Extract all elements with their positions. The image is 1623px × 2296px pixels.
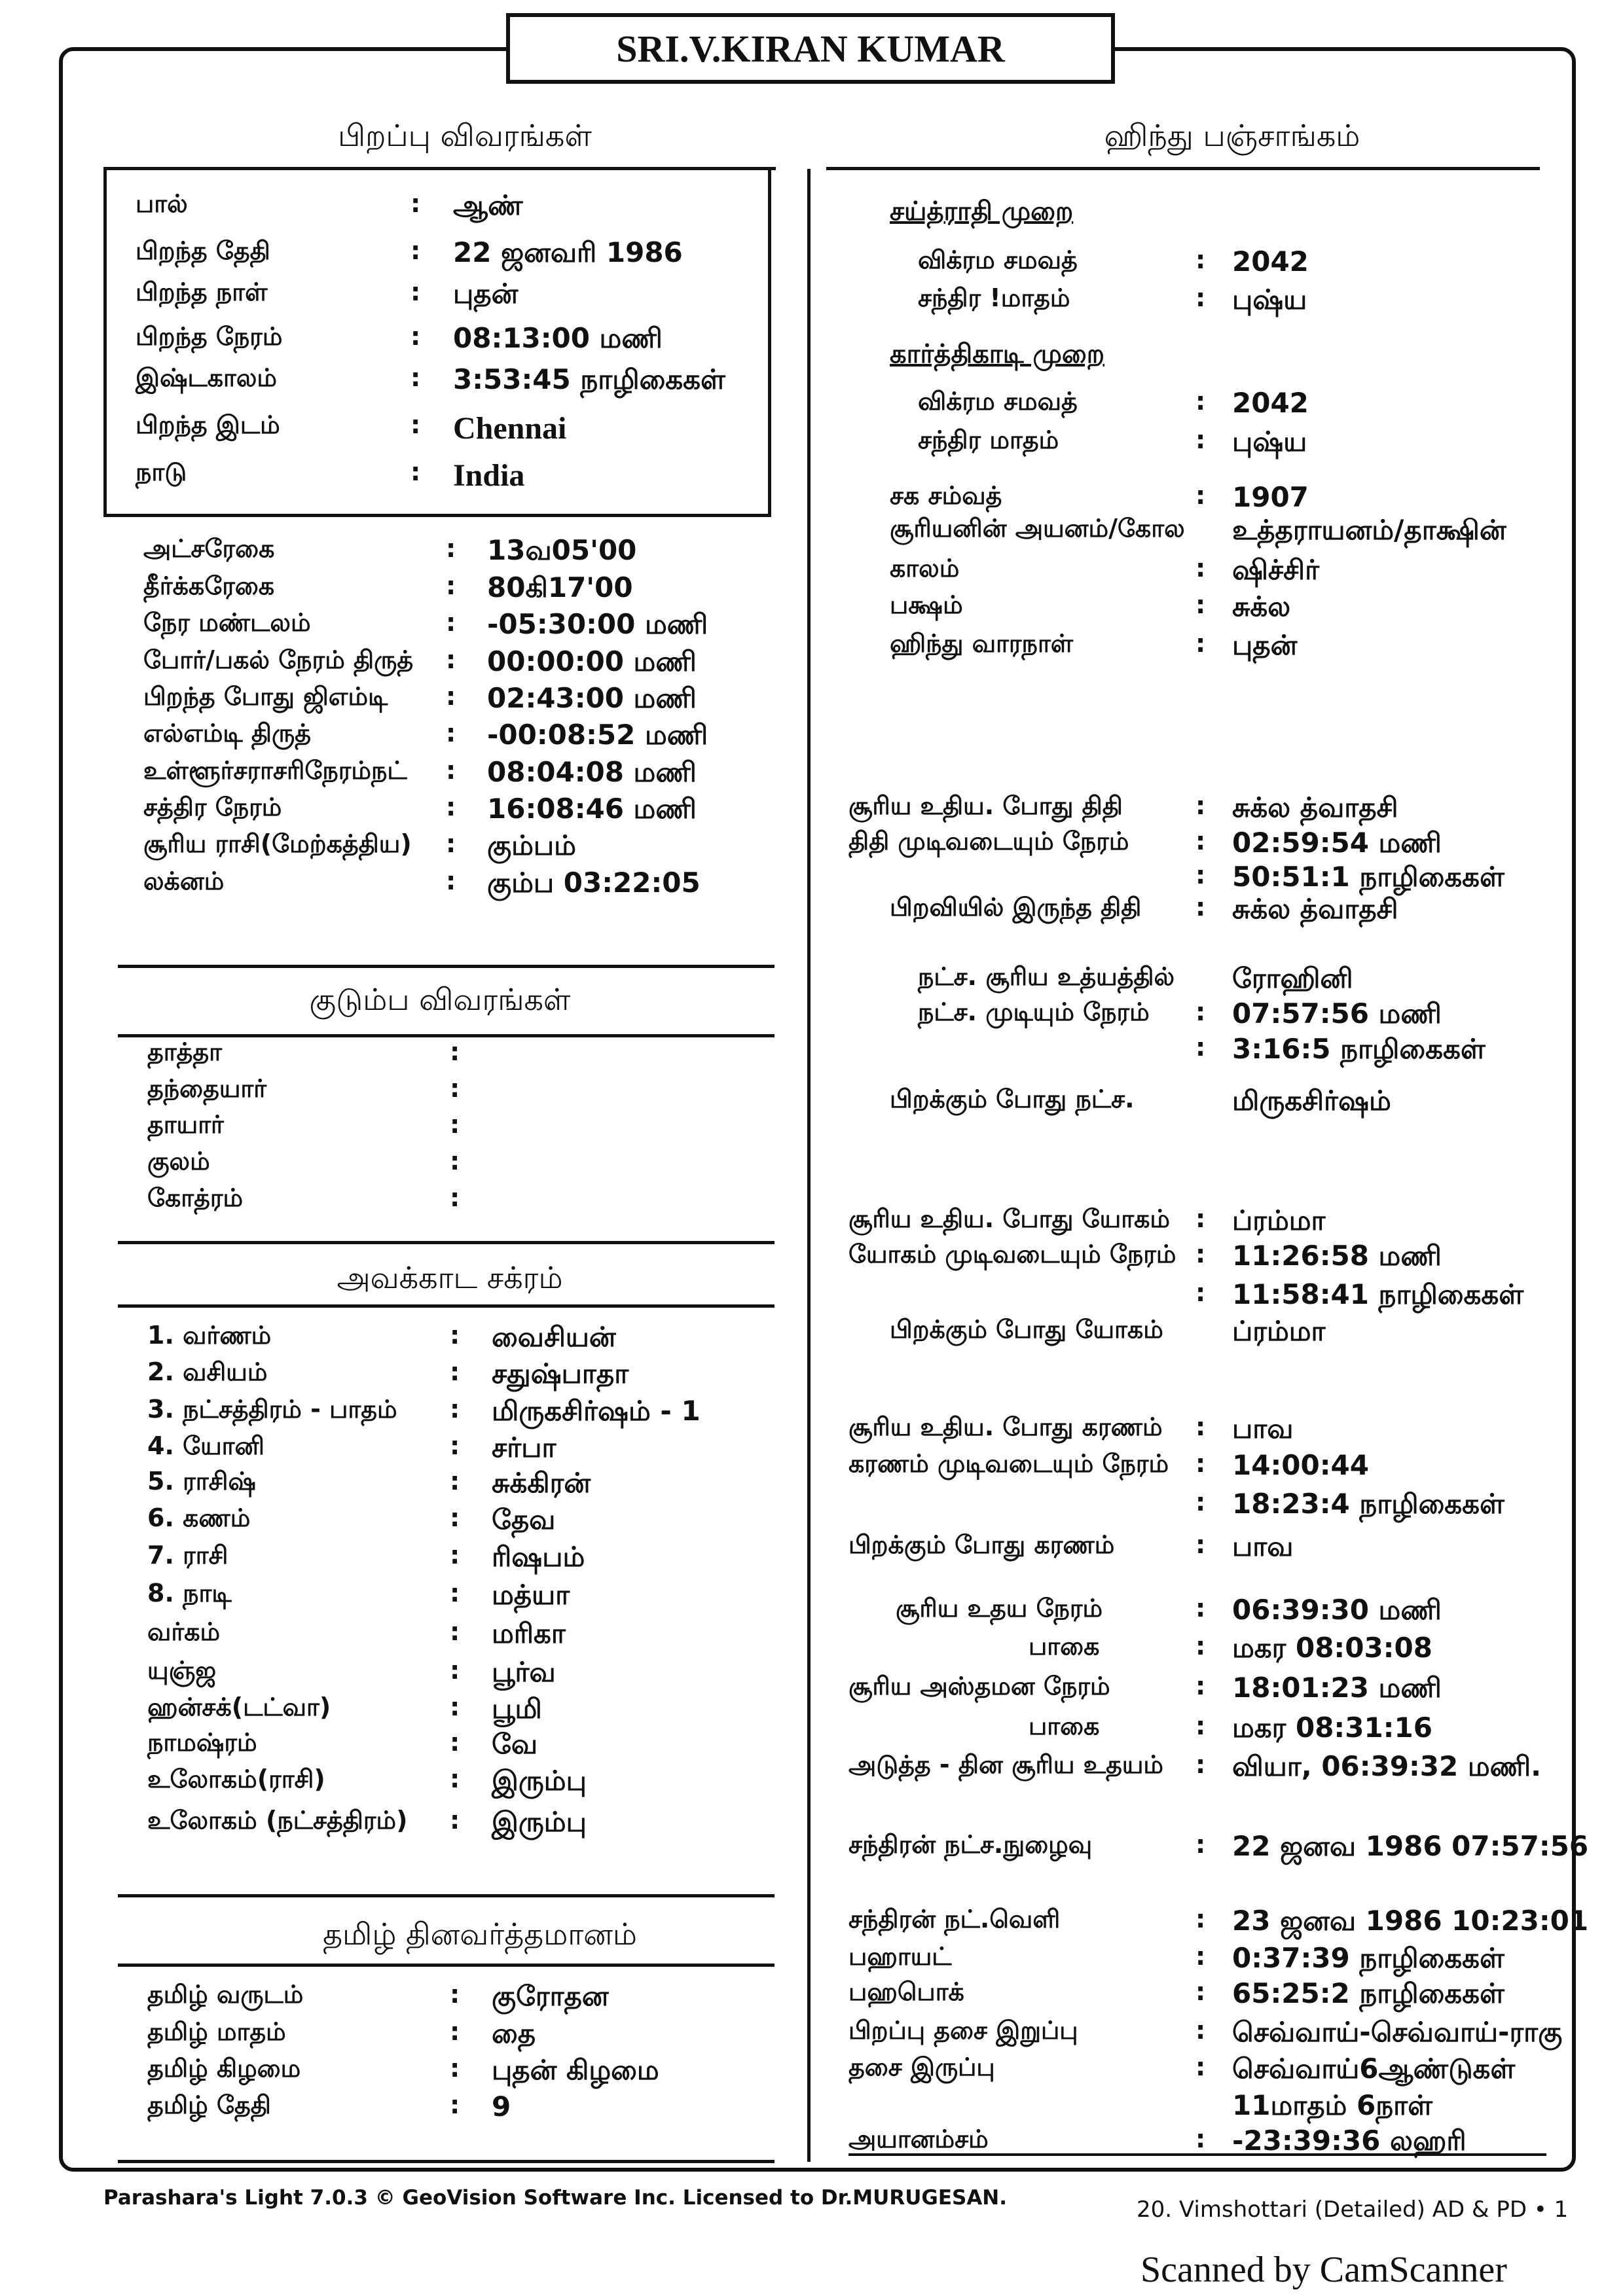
row-value: உத்தராயனம்/தாக்ஷின் [1232,514,1506,546]
row-label: பிறவியில் இருந்த திதி [890,893,1142,922]
row-value: தேவ [492,1503,556,1535]
row-label: 1. வர்ணம் [147,1321,272,1350]
row-value: ப்ரம்மா [1232,1204,1326,1236]
row-value: சர்பா [492,1431,556,1463]
row-value: புஷ்ய [1232,425,1307,457]
row-value: பூர்வ [492,1656,556,1688]
row-colon: : [1195,1905,1206,1933]
row-colon: : [1195,629,1206,658]
row-value: இரும்பு [492,1806,587,1838]
row-label: சூரிய ராசி(மேற்கத்திய) [143,829,412,858]
row-label: யுஞ்ஜ [147,1656,217,1685]
row-label: உலோகம்(ராசி) [147,1765,325,1793]
row-colon: : [450,1431,460,1460]
row-label: தமிழ் கிழமை [147,2054,301,2083]
row-value: வைசியன் [492,1321,616,1353]
row-label: பக்ஷம் [890,590,963,619]
row-colon: : [450,1074,460,1103]
row-label: அடுத்த - தின சூரிய உதயம் [848,1750,1164,1779]
family-heading: குடும்ப விவரங்கள் [309,982,571,1017]
row-label: 5. ராசிஷ் [147,1467,256,1496]
row-value: கும்ப 03:22:05 [487,867,701,899]
row-colon: : [450,2017,460,2046]
row-label: 3. நட்சத்திரம் - பாதம் [147,1395,397,1424]
row-colon: : [446,645,456,674]
row-colon: : [1195,1240,1206,1268]
row-colon: : [450,2090,460,2119]
row-label: விக்ரம சமவத் [918,387,1078,416]
row-colon: : [1195,283,1206,312]
row-value: 1907 [1232,481,1309,513]
divider [118,1894,775,1897]
row-value: 2042 [1232,387,1309,419]
row-value: 11:26:58 மணி [1232,1240,1442,1272]
row-label: கரணம் முடிவடையும் நேரம் [848,1449,1169,1478]
row-label: சூரிய உதய நேரம் [896,1594,1103,1623]
row-colon: : [1195,1594,1206,1623]
chaitradi-subheading: சய்த்ராதி முறை [890,196,1074,226]
divider [118,2160,775,2163]
row-label: நாடு [136,457,187,486]
row-label: சந்திர மாதம் [918,425,1059,454]
row-label: சக சம்வத் [890,481,1002,510]
row-colon: : [1195,554,1206,583]
row-label: பிறக்கும் போது நட்ச. [890,1085,1135,1113]
row-colon: : [446,867,456,895]
row-colon: : [450,1765,460,1793]
row-label: பால் [136,189,188,218]
row-colon: : [450,1110,460,1139]
row-label: பஹபொக் [848,1977,964,2006]
row-value: 13வ05'00 [487,534,637,566]
row-colon: : [1195,1412,1206,1441]
row-value: -05:30:00 மணி [487,608,708,640]
row-value: புதன் கிழமை [492,2054,659,2086]
divider [118,1964,775,1967]
row-value: மகர 08:03:08 [1232,1632,1432,1664]
row-colon: : [450,1321,460,1350]
row-label: சூரியனின் அயனம்/கோல [890,514,1185,543]
row-value: ஷிச்சிர் [1232,554,1320,586]
row-value: மத்யா [492,1579,570,1611]
row-label: அயானம்சம் [848,2125,989,2153]
row-colon: : [1195,245,1206,274]
footer-software: Parashara's Light 7.0.3 © GeoVision Software Inc. Licensed to Dr.MURUGESAN. [103,2186,1008,2210]
row-value: சுக்ல [1232,590,1291,622]
row-value: இரும்பு [492,1765,587,1797]
row-label: வர்கம் [147,1617,221,1646]
row-value: India [453,458,525,493]
row-label: 8. நாடி [147,1579,232,1607]
row-label: தாயார் [147,1110,224,1139]
row-colon: : [450,1656,460,1685]
row-label: திதி முடிவடையும் நேரம் [848,827,1129,855]
row-label: 4. யோனி [147,1431,264,1460]
row-label: சூரிய உதிய. போது திதி [848,791,1123,820]
row-label: எல்எம்டி திருத் [143,719,311,747]
row-colon: : [1195,1278,1206,1307]
row-value: 80கி17'00 [487,571,633,603]
row-value: செவ்வாய்6ஆண்டுகள் [1232,2053,1516,2085]
row-colon: : [1195,1977,1206,2006]
row-colon: : [1195,481,1206,510]
row-colon: : [1195,1672,1206,1700]
row-colon: : [446,571,456,600]
row-colon: : [410,322,421,351]
row-colon: : [450,1037,460,1066]
row-value: புஷ்ய [1232,283,1307,315]
row-colon: : [450,1728,460,1757]
row-label: தமிழ் தேதி [147,2090,271,2119]
row-colon: : [450,2054,460,2083]
row-label: பிறந்த நாள் [136,278,268,306]
row-value: சுக்ல த்வாதசி [1232,791,1398,823]
row-value: குரோதன [492,1980,609,2012]
row-label: காலம் [890,554,960,583]
row-colon: : [1195,893,1206,922]
row-label: தமிழ் மாதம் [147,2017,286,2046]
row-label: 7. ராசி [147,1541,228,1570]
row-value: 18:23:4 நாழிகைகள் [1232,1488,1504,1520]
row-label: தசை இருப்பு [848,2053,995,2081]
row-colon: : [1195,791,1206,820]
row-colon: : [410,189,421,218]
row-label: நேர மண்டலம் [143,608,311,637]
row-label: பிறக்கும் போது கரணம் [848,1530,1115,1559]
divider [118,1241,775,1244]
row-value: கும்பம் [487,829,576,861]
row-value: ப்ரம்மா [1232,1315,1326,1347]
row-value: ரோஹினி [1232,962,1353,994]
row-value: பூமி [492,1693,542,1725]
row-colon: : [1195,997,1206,1026]
row-colon: : [1195,1449,1206,1478]
row-value: சுக்கிரன் [492,1467,591,1499]
row-label: விக்ரம சமவத் [918,245,1078,274]
footer-page: 20. Vimshottari (Detailed) AD & PD • 1 [1137,2197,1569,2223]
row-colon: : [450,1183,460,1212]
row-colon: : [450,1357,460,1386]
row-label: கோத்ரம் [147,1183,244,1212]
row-label: இஷ்டகாலம் [136,363,278,392]
row-value: பாவ [1232,1412,1294,1444]
row-value: 08:04:08 மணி [487,756,697,788]
row-colon: : [1195,1530,1206,1559]
row-value: தை [492,2017,536,2049]
row-value: ரிஷபம் [492,1541,585,1573]
row-colon: : [1195,1204,1206,1233]
row-value: 3:16:5 நாழிகைகள் [1232,1033,1486,1065]
row-colon: : [450,1467,460,1496]
row-value: -00:08:52 மணி [487,719,708,751]
kartikadi-subheading: கார்த்திகாடி முறை [890,339,1104,369]
row-value: 14:00:44 [1232,1449,1369,1481]
row-label: சத்திர நேரம் [143,793,282,821]
row-colon: : [446,719,456,747]
row-label: பிறந்த நேரம் [136,322,283,351]
row-value: 02:59:54 மணி [1232,827,1442,859]
birth-details-heading: பிறப்பு விவரங்கள் [338,118,592,153]
row-colon: : [1195,861,1206,889]
row-label: உலோகம் (நட்சத்திரம்) [147,1806,408,1835]
row-label: சூரிய உதிய. போது யோகம் [848,1204,1170,1233]
row-label: பாகை [1029,1632,1100,1660]
row-colon: : [410,236,421,265]
row-label: பஹாயட் [848,1942,952,1971]
column-divider [807,169,811,2162]
row-colon: : [1195,590,1206,619]
row-value: 50:51:1 நாழிகைகள் [1232,861,1504,893]
row-label: சந்திரன் நட்.வெளி [848,1905,1061,1933]
row-label: பிறந்த போது ஜிஎம்டி [143,682,388,711]
row-value: சதுஷ்பாதா [492,1357,629,1390]
row-label: 2. வசியம் [147,1357,268,1386]
row-label: குலம் [147,1147,210,1175]
row-colon: : [1195,425,1206,454]
divider [826,167,1540,170]
row-colon: : [1195,2125,1206,2153]
row-colon: : [410,363,421,392]
row-value: ஆண் [453,189,523,221]
row-colon: : [1195,1750,1206,1779]
row-colon: : [1195,1033,1206,1062]
tamil-heading: தமிழ் தினவர்த்தமானம் [323,1916,637,1952]
row-value: புதன் [453,278,519,310]
row-value: 2042 [1232,245,1309,278]
row-label: சந்திரன் நட்ச.நுழைவு [848,1830,1093,1859]
row-value: மகர 08:31:16 [1232,1712,1432,1744]
row-value: 0:37:39 நாழிகைகள் [1232,1942,1504,1974]
row-colon: : [450,1980,460,2009]
row-label: சூரிய அஸ்தமன நேரம் [848,1672,1110,1700]
row-colon: : [446,793,456,821]
row-value: Chennai [453,411,567,446]
row-label: தந்தையார் [147,1074,267,1103]
row-value: 00:00:00 மணி [487,645,697,677]
row-label: தாத்தா [147,1037,222,1066]
row-value: மரிகா [492,1617,566,1649]
row-value: வே [492,1728,538,1760]
row-colon: : [410,278,421,306]
row-value: 18:01:23 மணி [1232,1672,1442,1704]
row-label: நாமஷ்ரம் [147,1728,257,1757]
row-label: பிறந்த தேதி [136,236,270,265]
row-value: 16:08:46 மணி [487,793,697,825]
row-label: சூரிய உதிய. போது கரணம் [848,1412,1163,1441]
row-colon: : [1195,1942,1206,1971]
row-colon: : [450,1693,460,1721]
row-label: ஹன்சக்(டட்வா) [147,1693,331,1721]
row-colon: : [446,608,456,637]
row-colon: : [1195,1632,1206,1660]
row-label: பிறக்கும் போது யோகம் [890,1315,1163,1344]
row-label: உள்ளூர்சராசரிநேரம்நட் [143,756,407,785]
row-colon: : [446,682,456,711]
scanner-watermark: Scanned by CamScanner [1140,2250,1507,2290]
divider [118,965,775,968]
avakahada-heading: அவக்காட சக்ரம் [337,1260,563,1295]
row-label: அட்சரேகை [143,534,275,563]
row-label: ஹிந்து வாரநாள் [890,629,1074,658]
row-colon: : [450,1806,460,1835]
row-colon: : [450,1395,460,1424]
row-colon: : [1195,827,1206,855]
page-title: SRI.V.KIRAN KUMAR [506,13,1115,84]
row-value: 06:39:30 மணி [1232,1594,1442,1626]
row-label: பாகை [1029,1712,1100,1740]
row-colon: : [1195,387,1206,416]
row-value: சுக்ல த்வாதசி [1232,893,1398,925]
row-label: பிறப்பு தசை இறுப்பு [848,2016,1078,2045]
row-label: தமிழ் வருடம் [147,1980,304,2009]
row-colon: : [450,1147,460,1175]
row-colon: : [450,1579,460,1607]
row-colon: : [1195,1830,1206,1859]
row-value: 22 ஜனவ 1986 07:57:56 [1232,1830,1589,1862]
row-value: 08:13:00 மணி [453,322,663,354]
row-value: புதன் [1232,629,1298,661]
row-colon: : [1195,2053,1206,2081]
row-label: பிறந்த இடம் [136,410,280,439]
row-label: சந்திர !மாதம் [918,283,1070,312]
row-colon: : [450,1541,460,1570]
row-colon: : [450,1503,460,1532]
row-value: 11:58:41 நாழிகைகள் [1232,1278,1524,1310]
row-value: மிருகசிர்ஷம் - 1 [492,1395,701,1427]
row-label: லக்னம் [143,867,225,895]
row-value: 02:43:00 மணி [487,682,697,714]
row-colon: : [450,1617,460,1646]
row-colon: : [446,756,456,785]
row-colon: : [446,829,456,858]
row-value: 9 [492,2090,511,2123]
row-label: 6. கணம் [147,1503,251,1532]
row-value: மிருகசிர்ஷம் [1232,1085,1391,1117]
row-colon: : [446,534,456,563]
row-value: 11மாதம் 6நாள் [1232,2089,1432,2121]
row-value: -23:39:36 லஹரி [1232,2125,1467,2157]
row-value: 3:53:45 நாழிகைகள் [453,363,725,395]
row-label: யோகம் முடிவடையும் நேரம் [848,1240,1176,1268]
row-value: செவ்வாய்-செவ்வாய்-ராகு [1232,2016,1563,2048]
divider [118,1304,775,1308]
row-value: 65:25:2 நாழிகைகள் [1232,1977,1504,2009]
row-label: தீர்க்கரேகை [143,571,275,600]
row-label: நட்ச. சூரிய உத்யத்தில் [918,962,1175,991]
row-value: 23 ஜனவ 1986 10:23:01 [1232,1905,1589,1937]
row-colon: : [410,410,421,439]
row-colon: : [410,457,421,486]
row-colon: : [1195,1488,1206,1516]
row-value: 07:57:56 மணி [1232,997,1442,1030]
row-colon: : [1195,2016,1206,2045]
row-value: பாவ [1232,1530,1294,1562]
row-value: வியா, 06:39:32 மணி. [1232,1750,1542,1782]
row-value: 22 ஜனவரி 1986 [453,236,683,268]
row-label: நட்ச. முடியும் நேரம் [918,997,1150,1026]
row-label: போர்/பகல் நேரம் திருத் [143,645,414,674]
panchang-heading: ஹிந்து பஞ்சாங்கம் [1104,118,1360,153]
row-colon: : [1195,1712,1206,1740]
